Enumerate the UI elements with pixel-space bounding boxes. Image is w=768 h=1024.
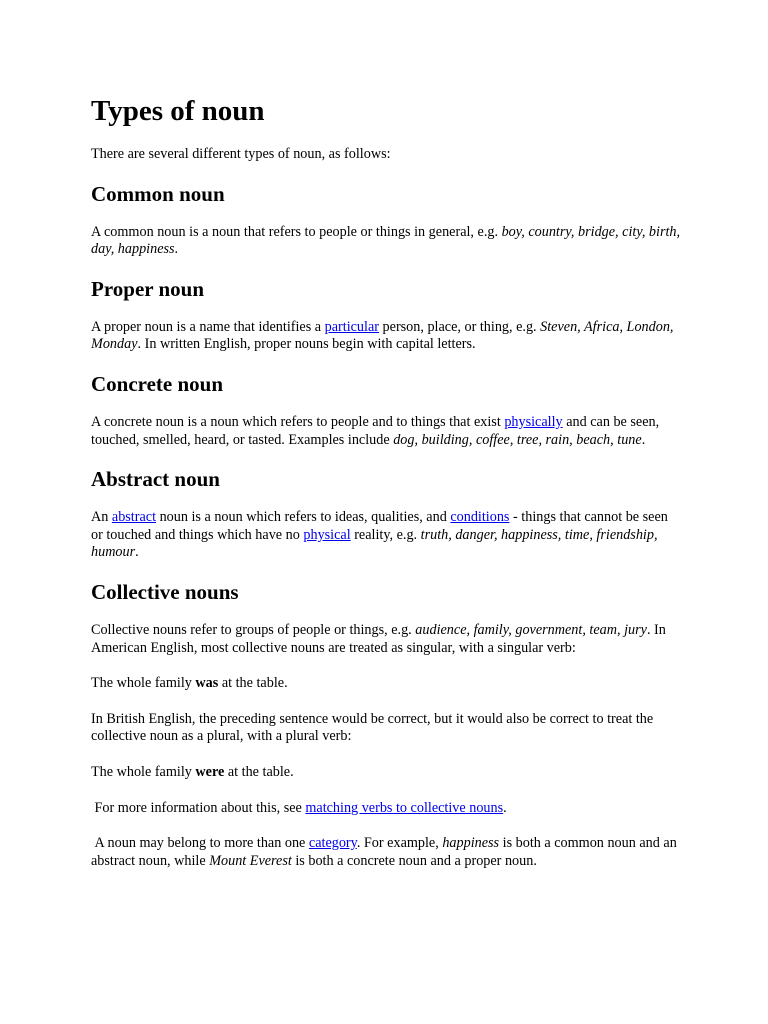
text: A noun may belong to more than one	[91, 835, 309, 852]
paragraph-collective-nouns	[91, 622, 681, 657]
paragraph-more-info	[91, 800, 681, 818]
paragraph-concrete-noun	[91, 414, 681, 449]
heading-common-noun: Common noun	[91, 181, 225, 206]
text: An	[91, 509, 112, 526]
heading-proper-noun: Proper noun	[91, 276, 204, 301]
heading-collective-nouns: Collective nouns	[91, 579, 239, 604]
text: The whole family	[91, 675, 196, 692]
text: . In American English, most collective nouns are treated as singular, with a singular verb:	[91, 621, 666, 656]
text: reality, e.g.	[350, 526, 421, 543]
page-title: Types of noun	[91, 95, 265, 127]
text: . In written English, proper nouns begin with capital letters.	[137, 336, 476, 353]
text: at the table.	[218, 675, 288, 692]
paragraph-british-english: In British English, the preceding sentence would be correct, but it would also be correct to treat the collective noun as a plural, with a plural verb:	[91, 710, 654, 745]
text: Collective nouns refer to groups of people or things, e.g.	[91, 621, 416, 638]
link-category[interactable]: category	[308, 835, 357, 852]
text: noun is a noun which refers to ideas, qualities, and	[156, 509, 451, 526]
link-abstract[interactable]: abstract	[111, 509, 157, 526]
bold-verb: were	[195, 763, 225, 780]
text: . For example,	[356, 835, 443, 852]
text: - things that cannot be seen or touched and things which have no	[91, 509, 668, 543]
text: .	[174, 241, 179, 258]
text: A common noun is a noun that refers to people or things in general, e.g.	[91, 223, 502, 240]
link-physical[interactable]: physical	[303, 526, 351, 543]
text: is both a common noun and an abstract noun, while	[91, 835, 681, 869]
example-singular	[91, 675, 681, 693]
text: A concrete noun is a noun which refers to people and to things that exist	[91, 413, 505, 430]
link-particular[interactable]: particular	[324, 318, 379, 335]
text: is both a concrete noun and a proper noun.	[291, 852, 537, 869]
bold-verb: was	[195, 675, 219, 692]
examples: audience, family, government, team, jury	[415, 621, 647, 638]
emphasis-happiness: happiness	[442, 835, 500, 852]
text: The whole family	[91, 763, 196, 780]
intro-paragraph: There are several different types of noun, as follows:	[91, 146, 391, 162]
text: .	[503, 799, 507, 816]
text: and can be seen, touched, smelled, heard, or tasted. Examples include	[91, 413, 660, 448]
examples: Steven, Africa, London, Monday	[91, 318, 674, 353]
paragraph-final	[91, 835, 681, 870]
link-matching-verbs[interactable]: matching verbs to collective nouns	[305, 799, 504, 816]
text: at the table.	[224, 763, 294, 780]
heading-abstract-noun: Abstract noun	[91, 467, 220, 492]
text: .	[135, 544, 139, 561]
examples: dog, building, coffee, tree, rain, beach, tune	[393, 431, 642, 448]
examples: truth, danger, happiness, time, friendship, humour	[91, 526, 658, 561]
paragraph-abstract-noun	[91, 509, 681, 562]
paragraph-proper-noun	[91, 319, 681, 354]
example-plural	[91, 764, 681, 782]
examples: boy, country, bridge, city, birth, day, happiness	[91, 223, 681, 258]
text: A proper noun is a name that identifies a	[91, 318, 325, 335]
heading-concrete-noun: Concrete noun	[91, 371, 224, 396]
text: For more information about this, see	[91, 799, 306, 816]
document-body	[91, 92, 681, 870]
link-physically[interactable]: physically	[504, 413, 563, 430]
link-conditions[interactable]: conditions	[450, 509, 510, 526]
emphasis-mount-everest: Mount Everest	[209, 852, 292, 869]
text: .	[641, 431, 646, 448]
text: person, place, or thing, e.g.	[379, 318, 541, 335]
paragraph-common-noun	[91, 224, 681, 259]
